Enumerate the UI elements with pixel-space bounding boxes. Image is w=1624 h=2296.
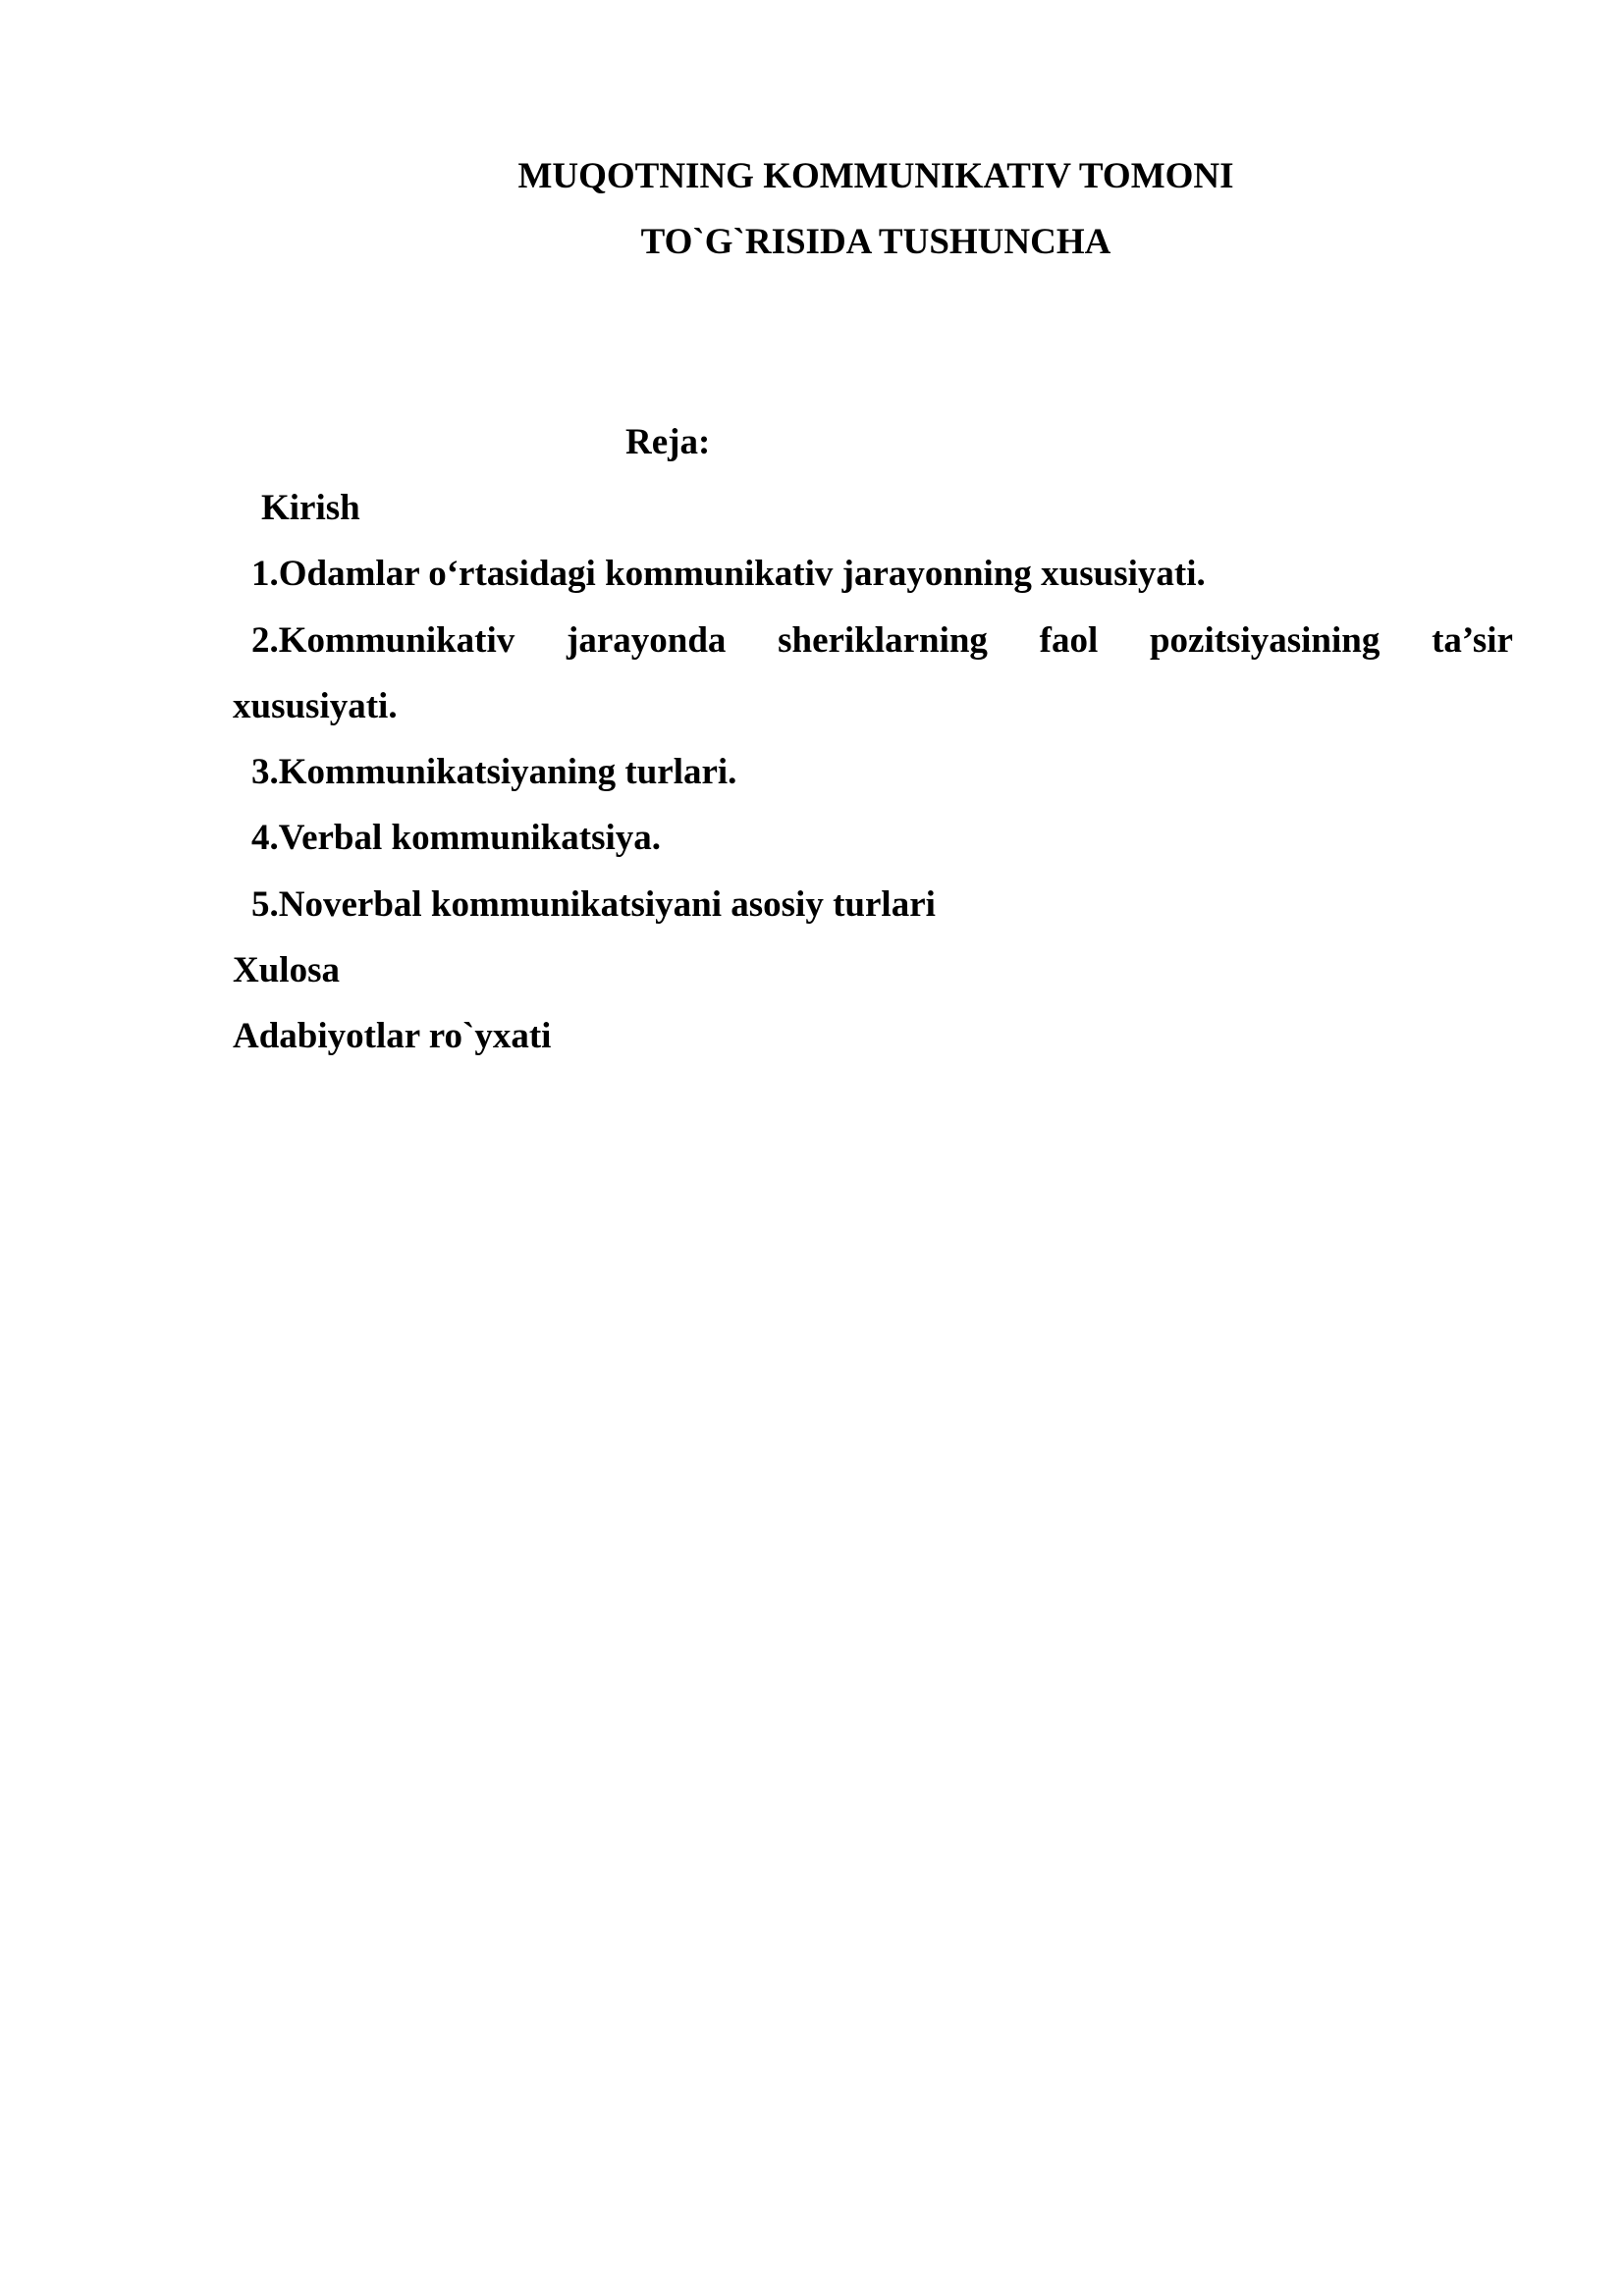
plan-item-5: 5.Noverbal kommunikatsiyani asosiy turlari <box>251 884 936 925</box>
plan-item-2-word: ta’sir <box>1432 620 1513 661</box>
plan-item-2-word: 2.Kommunikativ <box>251 620 515 661</box>
plan-heading: Reja: <box>625 422 711 462</box>
plan-item-2-word: sheriklarning <box>778 620 988 661</box>
plan-item-2 <box>251 617 1513 665</box>
plan-item-4: 4.Verbal kommunikatsiya. <box>251 818 662 858</box>
document-title-line-2: TO`G`RISIDA TUSHUNCHA <box>640 222 1111 262</box>
plan-item-2-word: jarayonda <box>567 620 727 661</box>
plan-item-2-continuation: xususiyati. <box>233 686 398 726</box>
plan-item-intro: Kirish <box>261 488 360 528</box>
plan-item-conclusion: Xulosa <box>233 950 340 990</box>
plan-item-2-word: pozitsiyasining <box>1149 620 1380 661</box>
plan-item-references: Adabiyotlar ro`yxati <box>233 1016 552 1056</box>
document-title-line-1: MUQOTNING KOMMUNIKATIV TOMONI <box>517 156 1234 196</box>
plan-item-2-word: faol <box>1039 620 1099 661</box>
plan-item-3: 3.Kommunikatsiyaning turlari. <box>251 752 737 792</box>
plan-item-1: 1.Odamlar o‘rtasidagi kommunikativ jarayonning xususiyati. <box>251 554 1206 594</box>
